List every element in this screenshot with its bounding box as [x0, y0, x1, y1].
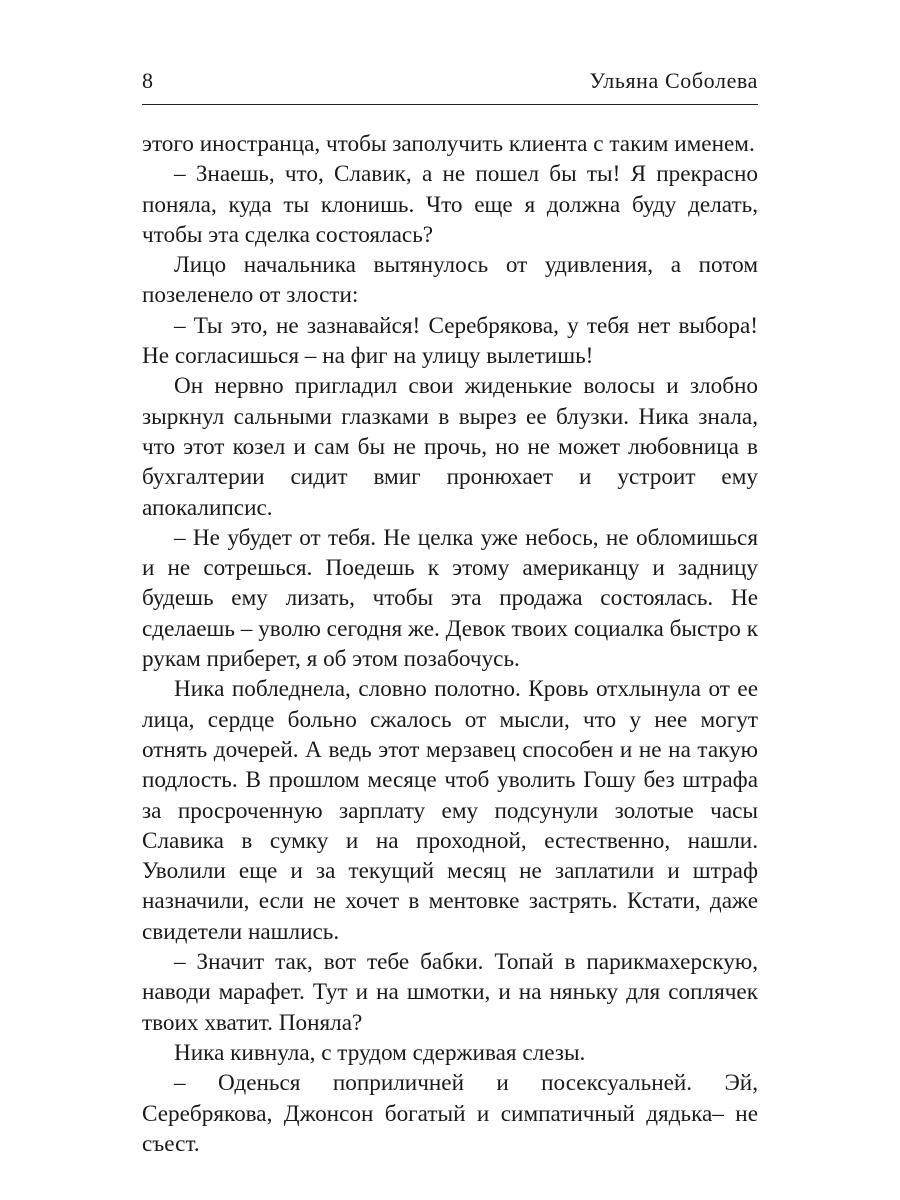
page-header: [142, 62, 758, 105]
author-running-head: Ульяна Соболева: [589, 68, 758, 93]
paragraph: – Не убудет от тебя. Не целка уже небось, не обломишься и не сотрешься. Поедешь к этому американцу и задницу будешь ему лизать, чтобы эта продажа состоялась. Не сделаешь – уволю сегодня же. Девок твоих социалка быстро к рукам приберет, я об этом позабочусь.: [142, 524, 758, 673]
paragraph: Ника кивнула, с трудом сдерживая слезы.: [174, 1039, 586, 1066]
paragraph: Лицо начальника вытянулось от удивления, а потом позеленело от злости:: [142, 252, 758, 309]
paragraph: – Оденься поприличней и посексуальней. Эй, Серебрякова, Джонсон богатый и симпатичный дядька– не съест.: [142, 1070, 758, 1157]
paragraph: – Значит так, вот тебе бабки. Топай в парикмахерскую, наводи марафет. Тут и на шмотки, и на няньку для соплячек твоих хватит. Поняла?: [142, 949, 758, 1036]
page-number: 8: [142, 68, 153, 93]
paragraph-continued: этого иностранца, чтобы заполучить клиента с таким именем.: [142, 131, 755, 157]
paragraph: Ника побледнела, словно полотно. Кровь отхлынула от ее лица, сердце больно сжалось от мысли, что у нее могут отнять дочерей. А ведь этот мерзавец способен и не на такую подлость. В прошлом месяце чтоб уволить Гошу без штрафа за просроченную зарплату ему подсунули золотые часы Славика в сумку и на проходной, естественно, нашли. Уволили еще и за текущий месяц не заплатили и штраф назначили, если не хочет в ментовке застрять. Кстати, даже свидетели нашлись.: [142, 676, 758, 945]
body-text: [142, 129, 758, 1159]
paragraph: Он нервно пригладил свои жиденькие волосы и злобно зыркнул сальными глазками в вырез ее блузки. Ника знала, что этот козел и сам бы не прочь, но не может любовница в бухгалтерии сидит вмиг пронюхает и устроит ему апокалипсис.: [142, 373, 758, 521]
book-page: [142, 62, 758, 1159]
paragraph: – Ты это, не зазнавайся! Серебрякова, у тебя нет выбора! Не согласишься – на фиг на улицу вылетишь!: [142, 312, 758, 370]
paragraph: – Знаешь, что, Славик, а не пошел бы ты! Я прекрасно поняла, куда ты клонишь. Что еще я должна буду делать, чтобы эта сделка состоялась?: [142, 161, 758, 248]
